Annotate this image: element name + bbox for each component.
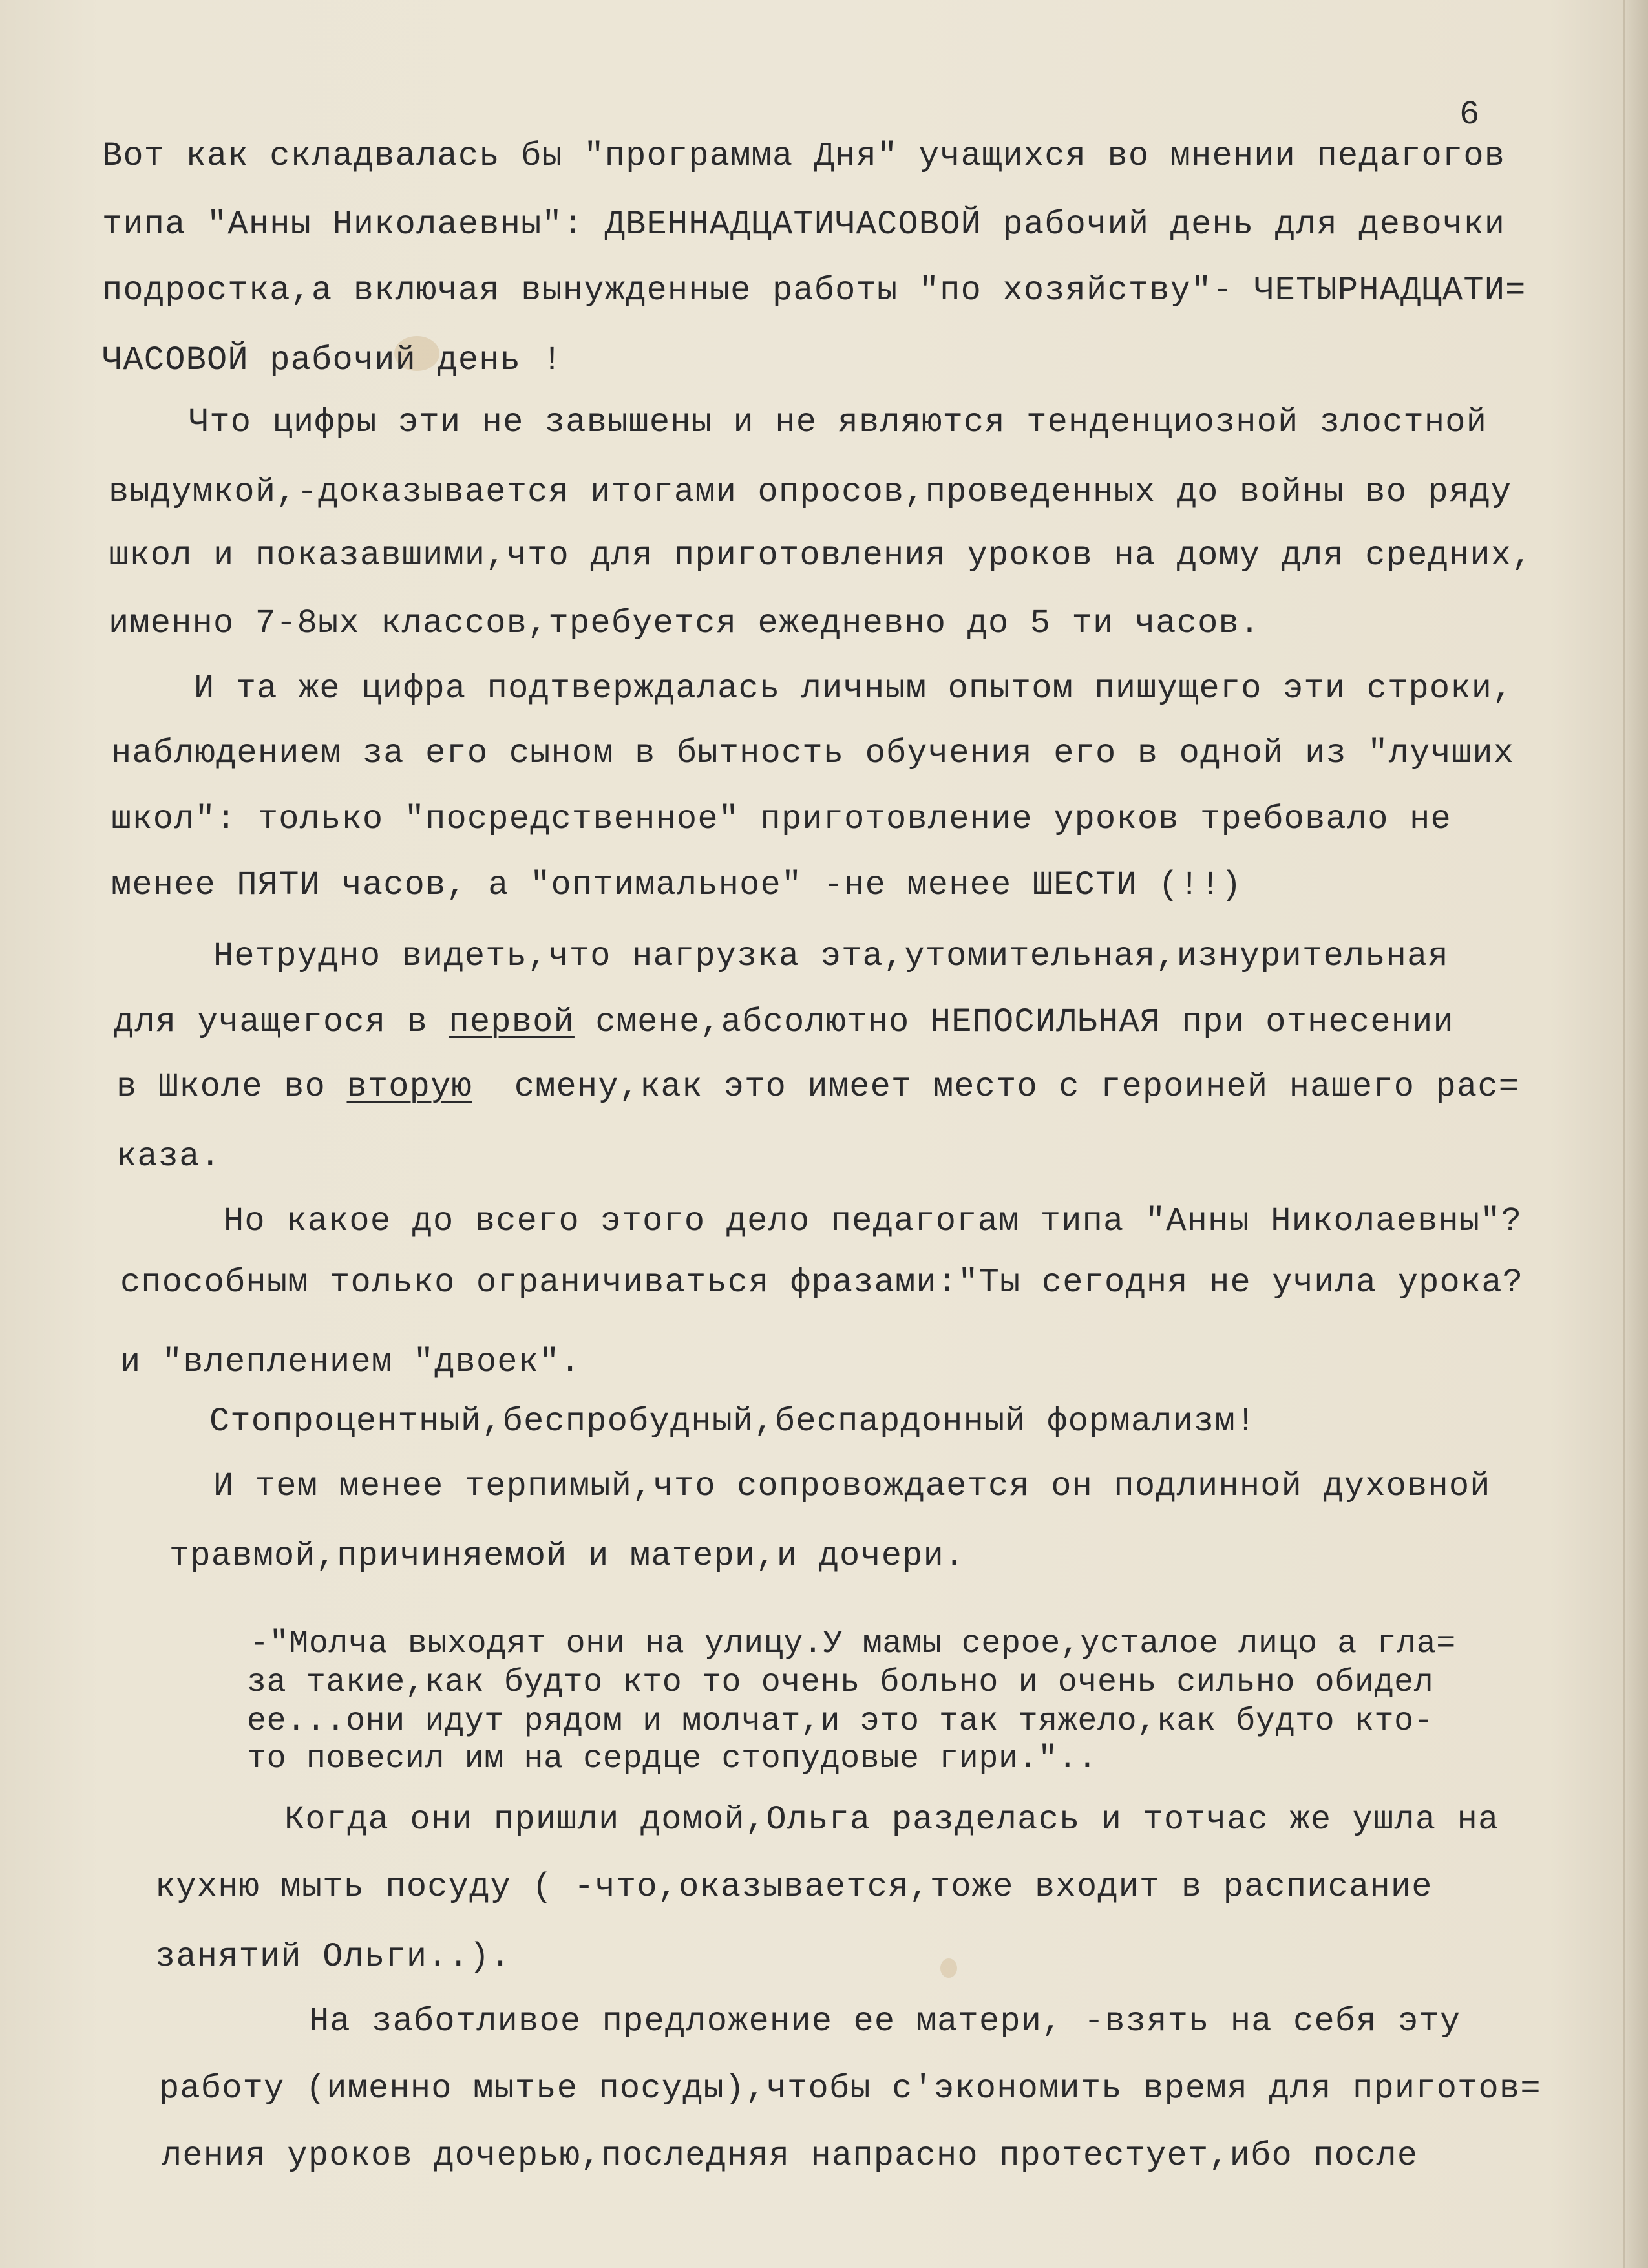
text-line: кухню мыть посуду ( -что,оказывается,тоже входит в расписание	[155, 1868, 1433, 1906]
text-line: типа "Анны Николаевны": ДВЕННАДЦАТИЧАСОВОЙ рабочий день для девочки	[102, 206, 1506, 244]
quote-line: -"Молча выходят они на улицу.У мамы серое,усталое лицо а гла=	[249, 1626, 1456, 1662]
text-line: и "влеплением "двоек".	[120, 1343, 581, 1381]
text-line: менее ПЯТИ часов, а "оптимальное" -не менее ШЕСТИ (!!)	[111, 866, 1242, 904]
text-line: И та же цифра подтверждалась личным опытом пишущего эти строки,	[194, 670, 1514, 708]
text-line: ления уроков дочерью,последняя напрасно протестует,ибо после	[162, 2137, 1419, 2175]
text-line: каза.	[116, 1138, 222, 1176]
text-line-with-underline	[116, 1068, 1519, 1107]
line-end: смену,как это имеет место с героиней нашего рас=	[514, 1068, 1520, 1106]
text-line: именно 7-8ых классов,требуется ежедневно до 5 ти часов.	[109, 604, 1261, 642]
paper-stain	[940, 1958, 957, 1978]
text-line: Что цифры эти не завышены и не являются тенденциозной злостной	[189, 403, 1488, 441]
line-start: для учащегося в	[114, 1003, 449, 1041]
text-line: выдумкой,-доказывается итогами опросов,проведенных до войны во ряду	[109, 473, 1512, 511]
text-line: способным только ограничиваться фразами:"Ты сегодня не учила урока?	[120, 1264, 1524, 1302]
underlined-word: первой	[449, 1003, 575, 1041]
text-line: подростка,а включая вынужденные работы "по хозяйству"- ЧЕТЫРНАДЦАТИ=	[102, 271, 1527, 310]
page-edge-shadow	[1622, 0, 1648, 2268]
text-line: И тем менее терпимый,что сопровождается он подлинной духовной	[213, 1467, 1491, 1505]
text-line: травмой,причиняемой и матери,и дочери.	[169, 1537, 966, 1575]
quote-line: за такие,как будто кто то очень больно и очень сильно обидел	[247, 1664, 1434, 1701]
line-start: в Школе во	[116, 1068, 347, 1106]
quote-line: ее...они идут рядом и молчат,и это так тяжело,как будто кто-	[247, 1703, 1434, 1740]
text-line: ЧАСОВОЙ рабочий день !	[102, 341, 563, 379]
page-fold-line	[1623, 0, 1625, 2268]
text-line: Стопроцентный,беспробудный,беспардонный формализм!	[209, 1403, 1257, 1441]
text-line: На заботливое предложение ее матери, -взять на себя эту	[309, 2002, 1461, 2040]
line-end: смене,абсолютно НЕПОСИЛЬНАЯ при отнесении	[595, 1003, 1454, 1041]
text-line: школ": только "посредственное" приготовление уроков требовало не	[111, 800, 1452, 838]
page-number: 6	[1459, 96, 1480, 134]
text-line: Когда они пришли домой,Ольга разделась и тотчас же ушла на	[284, 1801, 1499, 1839]
text-line: работу (именно мытье посуды),чтобы с'экономить время для приготов=	[159, 2070, 1541, 2108]
text-line-with-underline	[114, 1003, 1454, 1042]
text-line: занятий Ольги..).	[155, 1938, 511, 1976]
quote-line: то повесил им на сердце стопудовые гири."..	[247, 1741, 1098, 1777]
underlined-word: вторую	[346, 1068, 472, 1106]
text-line: школ и показавшими,что для приготовления уроков на дому для средних,	[109, 536, 1533, 575]
text-line: Нетрудно видеть,что нагрузка эта,утомительная,изнурительная	[213, 937, 1449, 975]
text-line: наблюдением за его сыном в бытность обучения его в одной из "лучших	[111, 734, 1515, 772]
text-line: Вот как складвалась бы "программа Дня" учащихся во мнении педагогов	[102, 137, 1506, 175]
text-line: Но какое до всего этого дело педагогам типа "Анны Николаевны"?	[224, 1202, 1523, 1240]
